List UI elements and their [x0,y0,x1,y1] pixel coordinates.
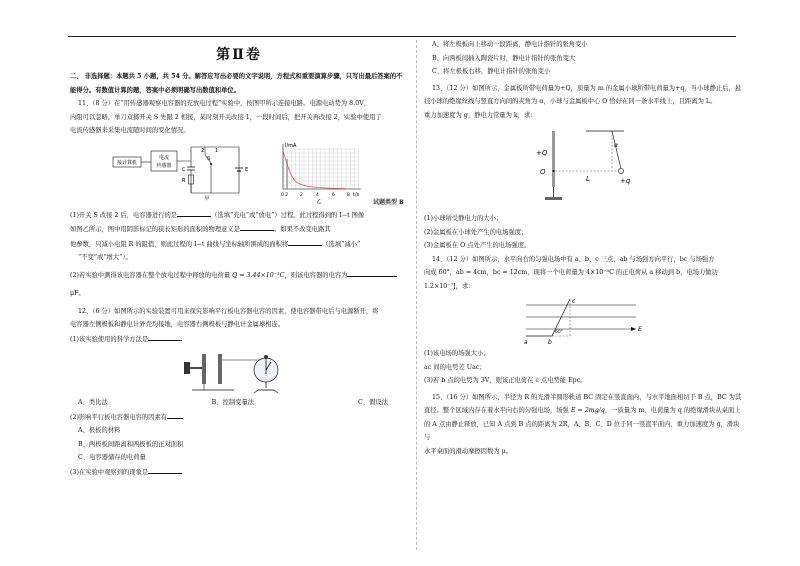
label-O: O [540,168,546,176]
electrometer-apparatus [174,348,304,394]
label-a: a [524,339,528,345]
q15-line1: 15、（16 分）如图所示，半径为 R 的光滑半圆形轨道 BC 固定在竖直面内，与水平地面相切于 B 点，BC 为其 [432,393,742,401]
part-title: 第Ⅱ卷 [216,47,262,63]
q12-p2: (2)影响平行板电容器电容的因素有 [70,413,168,421]
label-plus-Q: +Q [536,149,548,157]
thread [612,131,621,169]
q12-right-optA: A、将左极板向上移动一段距离，静电计指针的张角变小 [432,41,588,48]
q12-option-c: C、假设法 [357,399,388,406]
q13-part2: (2)金属板在小球处产生的电场强度； [424,228,528,236]
q12-part3 [70,465,408,480]
q11-p1g: “不变”或“增大”）。 [78,254,132,261]
q11-line2: 内阻可以忽略。单刀双掷开关 S 先跟 2 相接，某时刻开关改接 1，一段时间后，把开关再改接 2，实验中使用了 [70,113,382,121]
answer-blank[interactable] [347,268,397,277]
q12-factor-b: B、两极板间距离和两极板的正对面积 [78,440,184,448]
answer-blank[interactable] [148,465,182,474]
shaded-strip [286,159,288,189]
q12-option-a: A、类比法 [78,399,108,406]
right-column [424,38,742,208]
q13-part1: (1)小球所受静电力的大小； [424,215,503,222]
q15-line4: 水平桌面的滑动摩擦因数为 μ。 [424,447,512,455]
q12-right-optB: B、向两板间插入陶瓷片时，静电计指针的张角变大 [432,54,576,62]
metal-ball [264,355,268,359]
q11-line1: 11、（8 分）在“用传感器观察电容器的充放电过程”实验中，按图甲所示连接电路。电源电动势为 8.0V， [78,100,371,107]
holder-clamp [184,362,190,374]
answer-blank[interactable] [240,222,274,231]
q15-line2c: ，一质量为 m、电荷量为 q 的绝缘滑块从桌面上 [604,407,741,414]
label-b: b [548,339,552,345]
q12-p3: (3)在实验中观察到的现象是 [70,468,149,476]
q11-p1a: (1)开关 S 改接 2 后，电容器进行的是 [70,211,178,219]
label-angle: 60° [555,330,563,335]
sensor-label-bottom: 传感器 [156,162,172,169]
metal-plate [552,131,555,187]
answer-blank[interactable] [288,237,322,246]
answer-blank[interactable] [167,410,183,419]
label-L: L [586,175,590,183]
q15-line2 [424,404,742,418]
q12-line2: 电容器左侧极板和静电计外壳均接地，电容器右侧极板与静电计金属球相连。 [70,321,285,328]
charged-plate-pendulum [528,125,638,205]
q11-p2d: μF。 [70,290,85,297]
field-arrow [631,327,636,331]
right-plate [218,354,222,384]
q14-line3: 1.2×10⁻⁷J，求： [424,282,475,290]
xtick-3: 6 [332,192,335,198]
label-E-field: E [638,326,642,333]
q11-p2c: ，则该电容器的电容为 [284,271,348,279]
q11-p1c: 如图乙所示，图中用阴影标记的狭长矩形的面积的物理意义是 [70,226,241,233]
graph-grid [283,149,359,189]
q12-right-optC: C、将左极板右移，静电计指针的张角变小 [432,68,551,75]
graph-ylabel: I/mA [285,142,297,149]
q14-line2: 向成 60°，ab = 4cm，bc = 12cm，现将一个电荷量为 4×10⁻⁸C 的正电荷从 a 移动到 b，电场力做功 [424,269,718,276]
sensor-label-top: 电流 [158,154,170,161]
q12-p1: (1)该实验使用的科学方法是 [70,335,149,343]
left-plate [202,354,206,384]
q12-figure [70,348,408,394]
label-1: 1 [215,147,219,154]
q13-line2: 挂小球的绝缘丝线与竖直方向间的夹角为 α，小球与金属板中心 O 恰好在同一条水平线上，且距离为 L。 [424,98,717,105]
graph-caption: 乙 [316,198,322,205]
section-instructions [70,70,408,97]
label-plus-q: +q [620,177,631,185]
xtick-1: 2 [300,192,303,198]
q12-part2 [70,410,408,425]
q11-part1-cont2 [70,237,408,252]
q12-line1: 12、（6 分）如图所示的实验装置可用来探究影响平行板电容器电容的因素，使电容器带电后与电源断开，将 [78,307,379,315]
current-time-graph [275,141,367,205]
q11-part1-cont [70,222,408,237]
q11-line3: 电流传感器来采集电流随时间的变化情况。 [70,127,190,134]
q11-p1b: （选填“充电”或“放电”）过程。此过程得到的 I−t 图像 [211,211,365,219]
uniform-field-diagram [518,295,648,345]
q11-charge-value: Q = 3.44×10⁻³C [232,271,285,279]
label-c: c [572,298,576,305]
q14-figure [424,295,742,345]
q13-line1: 13、（12 分）如图所示，金属板所带电荷量为+Q，质量为 m 的金属小球所带电荷量为+q，当小球静止后，悬 [432,84,742,92]
q11-p1d: 。如果不改变电路其 [274,226,331,233]
right-column-lower [424,212,742,458]
q13-figure [424,125,742,205]
label-S: S [207,155,211,162]
q15-line2a: 直径。整个区域内存在着水平向右的匀强电场，场强 [424,407,569,414]
discharge-curve [283,151,345,189]
section-label: 二、 [70,73,83,80]
left-column [70,44,408,479]
q13-part3: (3)金属板在 O 点处产生的电场强度。 [424,242,531,249]
q15-line3: 的 A 点由静止释放，已知 A 点到 B 点的距离为 2R，A、B、C、D 位于同一竖直平面内，重力加速度为 g，滑块与 [424,420,740,441]
computer-label: 接计算机 [116,159,138,166]
label-E: E [245,166,249,173]
q12-factor-c: C、电容器储存的电荷量 [78,454,146,461]
circuit-caption: 甲 [204,195,210,201]
column-divider [416,40,417,550]
label-C: C [182,166,186,173]
section-instruction-text: 非选择题：本题共 5 小题，共 54 分。解答应写出必要的文字说明，方程式和重要演算步骤，只写出最后答案的不能得分。有数值计算的题，答案中必须明确写出数值和单位。 [70,73,403,94]
charged-ball [618,168,623,173]
label-2: 2 [201,147,205,154]
q13-line3: 重力加速度为 g，静电力常量为 k，求： [424,111,537,119]
plate-base [545,197,562,200]
q12-options-1 [70,396,408,410]
center-O [552,170,554,172]
circuit-diagram [111,141,261,201]
label-R: R [182,177,186,184]
answer-blank[interactable] [177,208,211,217]
q12-option-b: B、控制变量法 [211,399,255,406]
q12-factor-a: A、极板的材料 [78,427,121,434]
q14-part2: ac 间的电势差 Uac； [424,363,486,371]
q14-part3: (3)若 b 点的电势为 3V，则该正电荷在 c 点电势能 Epc。 [424,377,587,384]
q11-figures [70,141,408,205]
top-rule [68,36,736,37]
xtick-4: 8 [347,192,350,198]
q14-part1: (1)该电场的场强大小； [424,350,490,357]
graph-xlabel: t/s [353,191,360,198]
q11-part1 [70,208,408,223]
q11-part2 [70,268,408,283]
xtick-0: 0.2 [281,192,289,198]
xtick-2: 4 [316,192,319,198]
label-alpha: α [614,142,618,149]
watermark-test-type: 试题类型 B [373,199,404,206]
q15-field-formula: E = 2mg/q [570,407,605,414]
q11-p1f: （选填“减小” [322,240,361,248]
q11-p2a: (2)若实验中测得该电容器在整个放电过程中释放的电荷量 [70,271,231,279]
q12-part1 [70,332,408,347]
answer-blank[interactable] [148,332,182,341]
q14-line1: 14、（12 分）如图所示，水平向右的匀强电场中有 a、b、c 三点，ab 与场强方向平行，bc 与场强方 [432,255,715,263]
q11-p1e: 他参数，只减小电阻 R 的阻值，则此过程的 I−t 曲线与坐标轴所围成的面积将 [70,240,289,248]
